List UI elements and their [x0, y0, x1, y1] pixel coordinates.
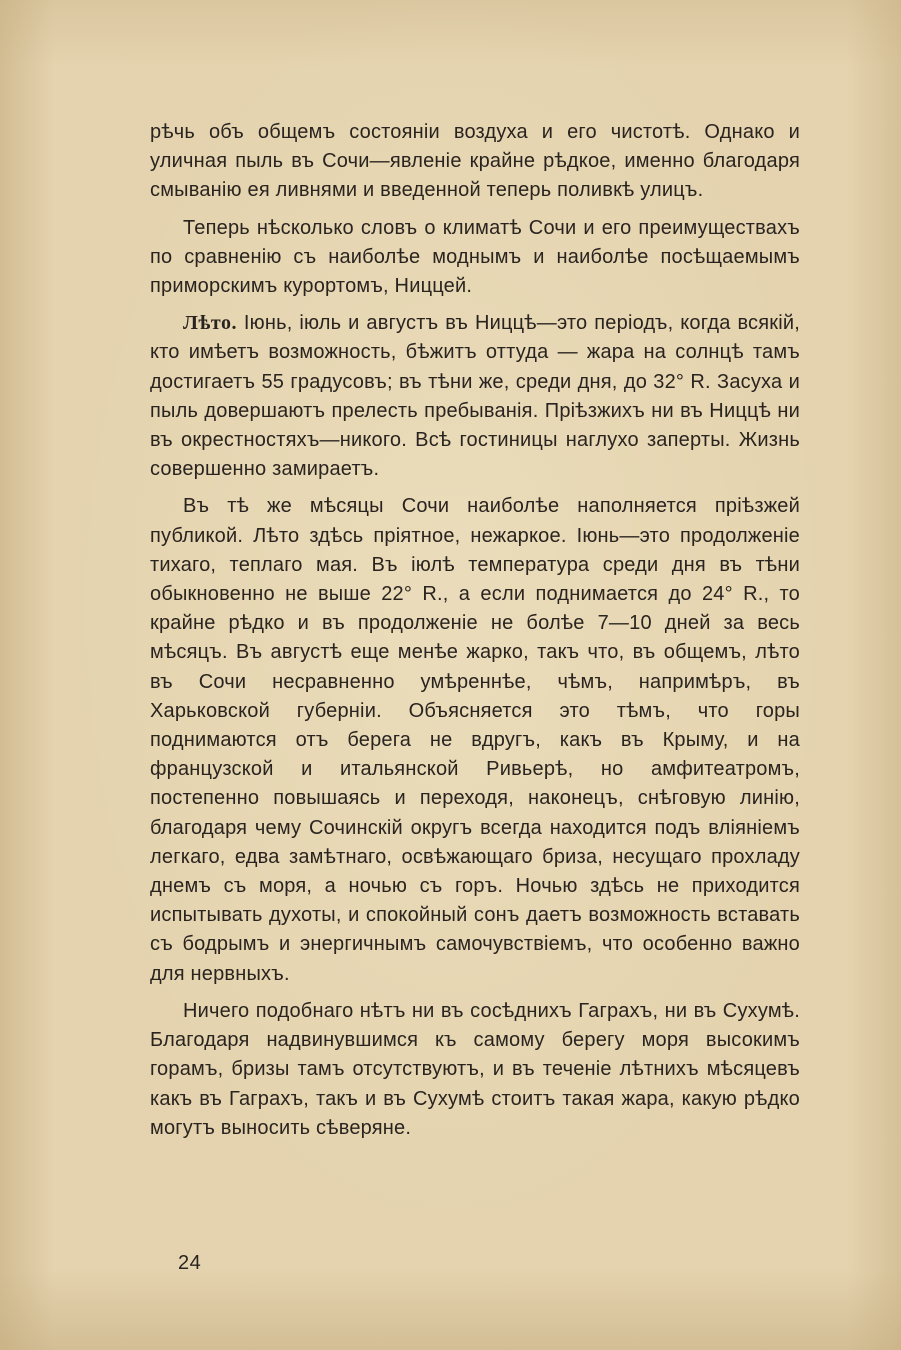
paragraph-summer-sochi: Въ тѣ же мѣсяцы Сочи наиболѣе наполняется пріѣзжей публикой. Лѣто здѣсь пріятное, нежаркое. Іюнь—это продолженіе тихаго, теплаго мая. Въ іюлѣ температура среди дня въ тѣни обыкновенно не выше 22° R., а если поднимается до 24° R., то крайне рѣдко и въ продолженіе не болѣе 7—10 дней за весь мѣсяцъ. Въ августѣ еще менѣе жарко, такъ что, въ общемъ, лѣто въ Сочи несравненно умѣреннѣе, чѣмъ, напримѣръ, въ Харьковской губерніи. Объясняется это тѣмъ, что горы поднимаются отъ берега не вдругъ, какъ въ Крыму, и на французской и итальянской Ривьерѣ, но амфитеатромъ, постепенно повышаясь и переходя, наконецъ, снѣговую линію, благодаря чему Сочинскій округъ всегда находится подъ вліяніемъ легкаго, едва замѣтнаго, освѣжающаго бриза, несущаго прохладу днемъ съ моря, а ночью съ горъ. Ночью здѣсь не приходится испытывать духоты, и спокойный сонъ даетъ возможность вставать съ бодрымъ и энергичнымъ самочувствіемъ, что особенно важно для нервныхъ. [150, 495, 800, 985]
paragraph-summer-nice-text: Іюнь, іюль и августъ въ Ниццѣ—это періодъ, когда всякій, кто имѣетъ возможность, бѣжитъ оттуда — жара на солнцѣ тамъ достигаетъ 55 градусовъ; въ тѣни же, среди дня, до 32° R. Засуха и пыль довершаютъ прелесть пребыванія. Пріѣзжихъ ни въ Ниццѣ ни въ окрестностяхъ—никого. Всѣ гостиницы наглухо заперты. Жизнь совершенно замираетъ. [150, 312, 800, 481]
paragraph-summer-nice [150, 309, 800, 484]
page-body-text [150, 118, 800, 1143]
paragraph-gap [150, 484, 800, 492]
paragraph-gap [150, 301, 800, 309]
paragraph-gap [150, 206, 800, 214]
paragraph-gap [150, 989, 800, 997]
paragraph-gagra-sukhum: Ничего подобнаго нѣтъ ни въ сосѣднихъ Гаграхъ, ни въ Сухумѣ. Благодаря надвинувшимся къ самому берегу моря высокимъ горамъ, бризы тамъ отсутствуютъ, и въ теченіе лѣтнихъ мѣсяцевъ какъ въ Гаграхъ, такъ и въ Сухумѣ стоитъ такая жара, какую рѣдко могутъ выносить сѣверяне. [150, 999, 800, 1139]
paragraph-continuation: рѣчь объ общемъ состояніи воздуха и его чистотѣ. Однако и уличная пыль въ Сочи—явленіе крайне рѣдкое, именно благодаря смыванію ея ливнями и введенной теперь поливкѣ улицъ. [150, 121, 800, 202]
paragraph-climate-intro: Теперь нѣсколько словъ о климатѣ Сочи и его преимуществахъ по сравненію съ наиболѣе моднымъ и наиболѣе посѣщаемымъ приморскимъ курортомъ, Ниццей. [150, 216, 800, 298]
section-heading-summer: Лѣто. [183, 312, 237, 335]
page-number: 24 [178, 1252, 202, 1274]
